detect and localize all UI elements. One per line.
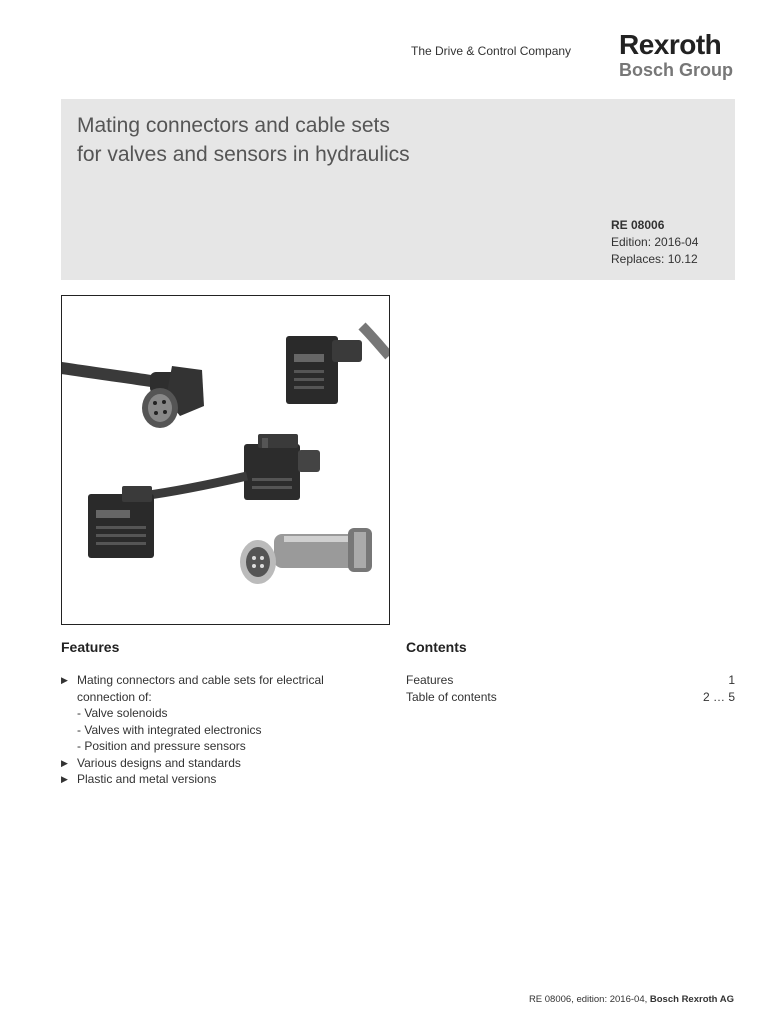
feature-sub-item: - Position and pressure sensors	[77, 739, 246, 753]
feature-sub-item: - Valve solenoids	[77, 706, 168, 720]
features-list	[61, 672, 381, 788]
rexroth-logo	[619, 30, 733, 80]
doc-number: RE 08006	[611, 218, 665, 232]
toc-page: 2 … 5	[702, 690, 735, 704]
list-item	[61, 755, 381, 772]
logo-group: Bosch Group	[618, 60, 733, 80]
feature-text: Plastic and metal versions	[77, 772, 217, 786]
footer-company: Bosch Rexroth AG	[649, 994, 734, 1005]
list-item	[61, 771, 381, 788]
toc-page: 1	[728, 673, 735, 687]
page-footer	[529, 994, 734, 1005]
triangle-bullet-icon: ▶	[61, 774, 68, 784]
toc-row[interactable]	[406, 672, 735, 689]
toc-row[interactable]	[406, 689, 735, 706]
footer-text: RE 08006, edition: 2016-04,	[528, 994, 650, 1005]
list-item	[61, 672, 381, 755]
edition: Edition: 2016-04	[611, 235, 699, 249]
feature-text-line2: connection of:	[77, 689, 152, 704]
table-of-contents	[406, 672, 735, 706]
connectors-illustration	[62, 296, 389, 624]
toc-label: Table of contents	[406, 690, 497, 704]
document-title	[77, 111, 410, 169]
logo-brand: Rexroth	[618, 29, 722, 60]
feature-text-line1: Mating connectors and cable sets for electrical	[77, 673, 324, 687]
title-line-2: for valves and sensors in hydraulics	[77, 143, 410, 166]
feature-sub-item: - Valves with integrated electronics	[77, 722, 262, 737]
features-heading: Features	[61, 639, 120, 655]
title-line-1: Mating connectors and cable sets	[77, 114, 390, 137]
triangle-bullet-icon: ▶	[61, 675, 68, 685]
replaces: Replaces: 10.12	[611, 252, 698, 266]
product-photo	[61, 295, 390, 625]
title-block	[61, 99, 735, 280]
contents-heading: Contents	[406, 639, 467, 655]
toc-label: Features	[406, 673, 454, 687]
feature-text: Various designs and standards	[77, 755, 241, 770]
document-meta	[611, 217, 698, 268]
tagline: The Drive & Control Company	[411, 44, 572, 58]
triangle-bullet-icon: ▶	[61, 757, 68, 768]
